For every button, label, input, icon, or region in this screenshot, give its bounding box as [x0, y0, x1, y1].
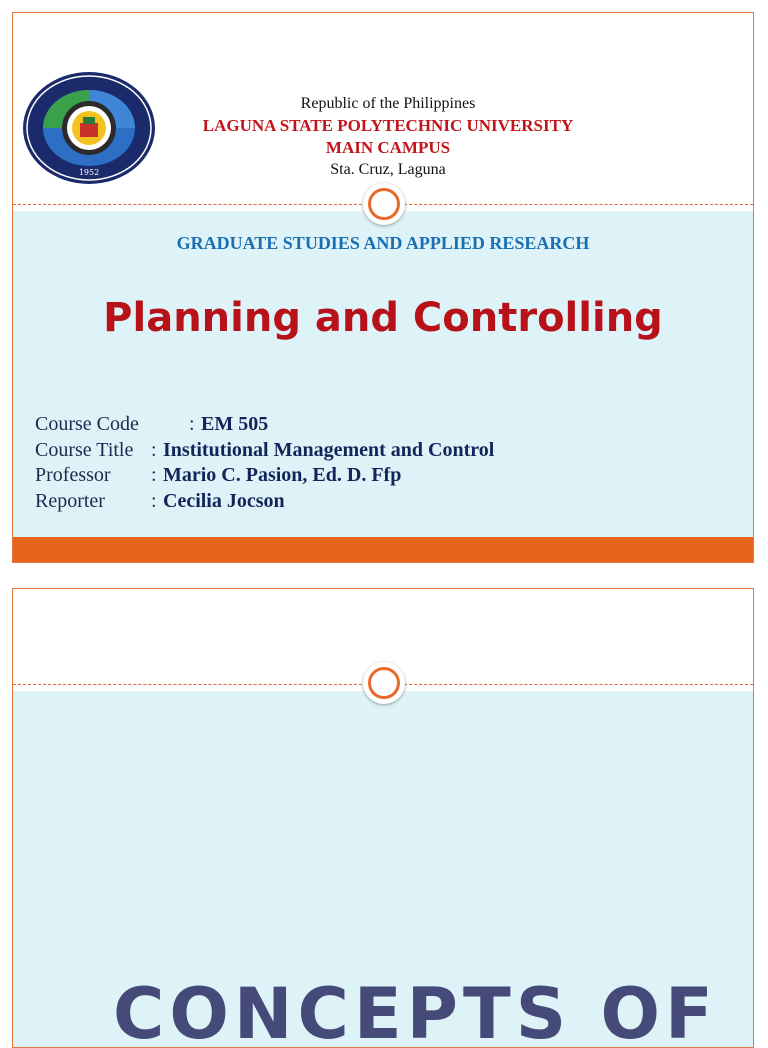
slide-title: Planning and Controlling [103, 295, 663, 341]
orange-ring-icon [363, 183, 405, 225]
info-separator: : [151, 438, 157, 461]
info-label: Course Code [35, 413, 139, 435]
info-value: Cecilia Jocson [163, 489, 285, 512]
info-label: Course Title [35, 438, 134, 461]
slide-1 [12, 12, 754, 563]
slide-2 [12, 588, 754, 1048]
course-info [35, 413, 735, 515]
info-value: EM 505 [201, 413, 269, 435]
department-title: GRADUATE STUDIES AND APPLIED RESEARCH [176, 233, 590, 253]
slide-heading: CONCEPTS OF [113, 973, 718, 1048]
university-name: LAGUNA STATE POLYTECHNIC UNIVERSITY [202, 116, 574, 135]
info-value: Institutional Management and Control [163, 438, 495, 461]
university-header [143, 93, 633, 181]
university-seal-logo [22, 71, 156, 185]
info-value: Mario C. Pasion, Ed. D. Ffp [163, 464, 402, 486]
info-separator: : [151, 464, 157, 486]
info-row-course-title [35, 439, 735, 465]
accent-bar [13, 537, 753, 563]
info-row-course-code [35, 413, 735, 439]
info-separator: : [151, 489, 157, 512]
info-label: Professor [35, 464, 111, 486]
orange-ring-icon [363, 662, 405, 704]
svg-text:1952: 1952 [78, 168, 100, 177]
info-label: Reporter [35, 489, 105, 512]
info-row-reporter [35, 490, 735, 516]
info-row-professor [35, 464, 735, 490]
location-text: Sta. Cruz, Laguna [330, 161, 446, 178]
campus-name: MAIN CAMPUS [325, 138, 451, 157]
republic-text: Republic of the Philippines [300, 95, 476, 112]
slide-1-content [13, 211, 753, 537]
info-separator: : [189, 413, 195, 435]
slide-1-header [13, 13, 753, 204]
